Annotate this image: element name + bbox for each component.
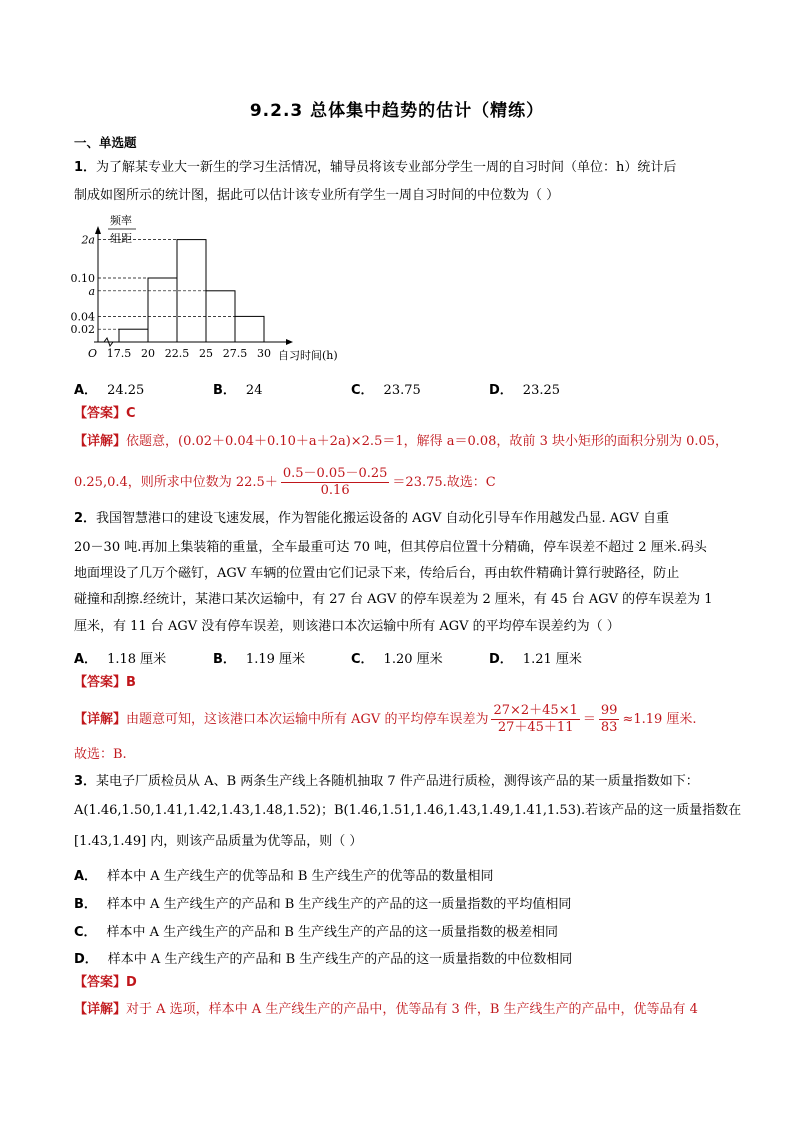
q2-option-b[interactable]: B． 1.19 厘米 bbox=[213, 652, 305, 667]
y-tick-label: 2a bbox=[81, 233, 95, 247]
x-tick-label: 30 bbox=[257, 347, 271, 360]
histogram-bar bbox=[119, 329, 148, 342]
origin-label: O bbox=[88, 347, 98, 360]
q2-option-c[interactable]: C． 1.20 厘米 bbox=[351, 652, 443, 667]
x-tick-label: 25 bbox=[199, 347, 213, 360]
x-tick-label: 22.5 bbox=[164, 347, 190, 360]
q1-option-b[interactable]: B． 24 bbox=[213, 383, 263, 398]
q3-number: 3． bbox=[74, 774, 97, 789]
q2-stem-line4: 碰撞和刮擦.经统计，某港口某次运输中，有 27 台 AGV 的停车误差为 2 厘米，有 45 台 AGV 的停车误差为 1 bbox=[74, 592, 713, 607]
q3-option-b[interactable]: B． 样本中 A 生产线生产的产品和 B 生产线生产的产品的这一质量指数的平均值相同 bbox=[74, 897, 572, 912]
q2-detail-line1: 【详解】由题意可知，这该港口本次运输中所有 AGV 的平均停车误差为 $\frac{27\times 2+45\times 1}{27+45+11}$ ＝ $\frac{99}{83}$ ≈1.19 厘米. bbox=[74, 703, 697, 735]
q2-answer: 【答案】B bbox=[74, 675, 136, 690]
q1-detail-line2: 0.25,0.4，则所求中位数为 22.5＋ $\frac{0.5-0.05-0.25}{0.16}$ ＝23.75.故选：C bbox=[74, 466, 496, 498]
x-axis-arrow bbox=[286, 339, 293, 345]
y-tick-label: 0.02 bbox=[70, 323, 95, 337]
x-axis-label: 自习时间(h) bbox=[278, 349, 338, 362]
q1-option-c[interactable]: C． 23.75 bbox=[351, 383, 421, 398]
q2-detail-end: 故选：B. bbox=[74, 747, 127, 762]
q2-stem-line3: 地面埋设了几万个磁钉，AGV 车辆的位置由它们记录下来，传给后台，再由软件精确计算行驶路径，防止 bbox=[74, 566, 680, 581]
histogram-bar bbox=[235, 316, 264, 342]
q2-option-d[interactable]: D． 1.21 厘米 bbox=[489, 652, 582, 667]
q2-mean-fraction: $\frac{27\times 2+45\times 1}{27+45+11}$ bbox=[493, 703, 578, 735]
x-tick-label: 17.5 bbox=[106, 347, 132, 360]
q1-detail-line1: 【详解】依题意，(0.02＋0.04＋0.10＋a＋2a)×2.5＝1，解得 a＝0.08，故前 3 块小矩形的面积分别为 0.05， bbox=[74, 434, 729, 449]
q3-option-d[interactable]: D． 样本中 A 生产线生产的产品和 B 生产线生产的产品的这一质量指数的中位数相同 bbox=[74, 952, 573, 967]
y-tick-label: 0.04 bbox=[70, 310, 95, 324]
q2-stem-line2: 20－30 吨.再加上集装箱的重量，全车最重可达 70 吨，但其停启位置十分精确，停车误差不超过 2 厘米.码头 bbox=[74, 540, 707, 555]
y-axis-arrow bbox=[95, 226, 101, 234]
y-axis-label-numerator: 频率 bbox=[110, 214, 132, 227]
y-axis-label-denominator: 组距 bbox=[110, 232, 132, 245]
q2-result-fraction: $\frac{99}{83}$ bbox=[600, 703, 618, 735]
q3-option-a[interactable]: A． 样本中 A 生产线生产的优等品和 B 生产线生产的优等品的数量相同 bbox=[74, 869, 494, 884]
y-tick-label: 0.10 bbox=[70, 272, 95, 285]
q2-stem-line1: 2．我国智慧港口的建设飞速发展，作为智能化搬运设备的 AGV 自动化引导车作用越发凸显. AGV 自重 bbox=[74, 511, 670, 526]
histogram-chart bbox=[70, 212, 374, 362]
q3-detail-line1: 【详解】对于 A 选项，样本中 A 生产线生产的产品中，优等品有 3 件，B 生产线生产的产品中，优等品有 4 bbox=[74, 1002, 698, 1017]
page-title: 9.2.3 总体集中趋势的估计（精练） bbox=[249, 101, 545, 121]
q3-stem-line2: A(1.46,1.50,1.41,1.42,1.43,1.48,1.52)；B(1.46,1.51,1.46,1.43,1.49,1.41,1.53).若该产品的这一质量指数在 bbox=[74, 803, 742, 818]
q1-stem-line1 bbox=[74, 159, 676, 177]
section-heading: 一、单选题 bbox=[74, 135, 137, 150]
q2-number: 2． bbox=[74, 511, 97, 526]
q1-option-d[interactable]: D． 23.25 bbox=[489, 383, 561, 398]
q1-text1: 为了解某专业大一新生的学习生活情况，辅导员将该专业部分学生一周的自习时间（单位：h）统计后 bbox=[96, 160, 677, 175]
q3-stem-line1: 3．某电子厂质检员从 A、B 两条生产线上各随机抽取 7 件产品进行质检，测得该产品的某一质量指数如下： bbox=[74, 774, 699, 789]
q3-answer: 【答案】D bbox=[74, 975, 137, 990]
histogram-bar bbox=[148, 278, 177, 342]
x-tick-label: 27.5 bbox=[222, 347, 248, 360]
q1-number: 1． bbox=[74, 160, 97, 175]
q3-option-c[interactable]: C． 样本中 A 生产线生产的产品和 B 生产线生产的产品的这一质量指数的极差相同 bbox=[74, 925, 559, 940]
q1-stem-line2: 制成如图所示的统计图，据此可以估计该专业所有学生一周自习时间的中位数为（ ） bbox=[74, 188, 560, 203]
histogram-bar bbox=[177, 240, 206, 342]
q2-option-a[interactable]: A． 1.18 厘米 bbox=[74, 652, 167, 667]
q1-answer: 【答案】C bbox=[74, 406, 136, 421]
q3-stem-line3: [1.43,1.49] 内，则该产品质量为优等品，则（ ） bbox=[74, 834, 363, 849]
q2-stem-line5: 厘米，有 11 台 AGV 没有停车误差，则该港口本次运输中所有 AGV 的平均停车误差约为（ ） bbox=[74, 619, 620, 634]
q1-median-fraction: $\frac{0.5-0.05-0.25}{0.16}$ bbox=[282, 466, 388, 498]
x-tick-label: 20 bbox=[141, 347, 155, 360]
y-tick-label: a bbox=[88, 284, 95, 298]
q1-option-a[interactable]: A． 24.25 bbox=[74, 383, 145, 398]
